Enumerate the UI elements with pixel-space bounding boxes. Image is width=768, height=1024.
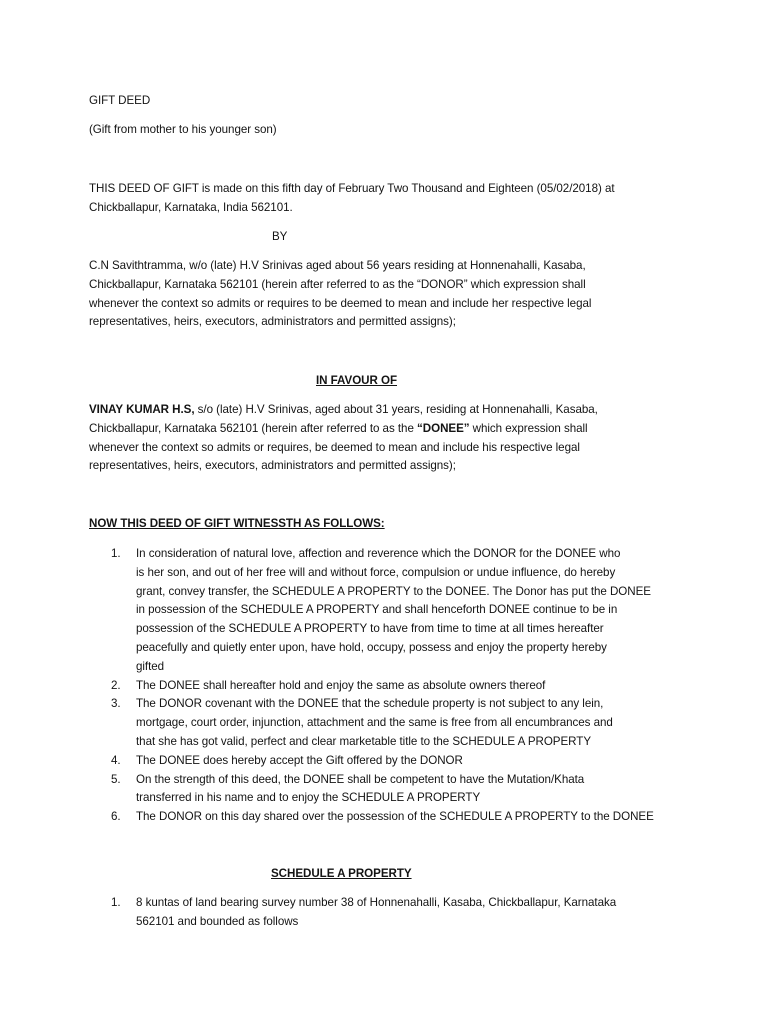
intro-line: THIS DEED OF GIFT is made on this fifth day of February Two Thousand and Eighteen (05/02/2018) at: [89, 182, 615, 195]
donee-term: “DONEE”: [417, 421, 470, 435]
clause-item: [89, 771, 689, 809]
clause-text: [136, 677, 689, 696]
schedule-text: [136, 894, 689, 932]
clause-line: is her son, and out of her free will and without force, compulsion or undue influence, do hereby: [136, 565, 616, 579]
schedule-item: [89, 894, 689, 932]
donee-line: [89, 420, 689, 439]
schedule-line: 562101 and bounded as follows: [136, 914, 299, 928]
donee-name: VINAY KUMAR H.S,: [89, 403, 195, 416]
schedule-number: 1.: [111, 896, 121, 909]
clause-line: In consideration of natural love, affection and reverence which the DONOR for the DONEE who: [136, 547, 621, 560]
clause-line: grant, convey transfer, the SCHEDULE A PROPERTY to the DONEE. The Donor has put the DONEE: [136, 584, 651, 598]
donor-line: C.N Savithtramma, w/o (late) H.V Srinivas aged about 56 years residing at Honnenahalli, Kasaba,: [89, 259, 586, 272]
clause-line: gifted: [136, 659, 165, 673]
clause-line: in possession of the SCHEDULE A PROPERTY and shall henceforth DONEE continue to be in: [136, 603, 618, 617]
clause-item: [89, 752, 689, 771]
clause-number: 3.: [111, 697, 121, 711]
donor-line: representatives, heirs, executors, administrators and permitted assigns);: [89, 315, 456, 329]
clause-number: 4.: [111, 753, 121, 767]
donee-paragraph: [89, 401, 689, 476]
clause-line: mortgage, court order, injunction, attachment and the same is free from all encumbrances and: [136, 716, 613, 730]
document-title: GIFT DEED: [89, 94, 151, 107]
donee-line: representatives, heirs, executors, administrators and permitted assigns);: [89, 459, 456, 473]
clause-line: The DONEE does hereby accept the Gift offered by the DONOR: [136, 753, 463, 767]
clause-line: transferred in his name and to enjoy the SCHEDULE A PROPERTY: [136, 791, 481, 805]
clause-line: possession of the SCHEDULE A PROPERTY to have from time to time at all times hereafter: [136, 622, 604, 636]
clause-text: [136, 545, 689, 677]
donee-line1-text: s/o (late) H.V Srinivas, aged about 31 years, residing at Honnenahalli, Kasaba,: [194, 403, 598, 416]
clause-number: 1.: [111, 547, 121, 560]
clause-line: The DONOR covenant with the DONEE that the schedule property is not subject to any lein,: [136, 697, 604, 711]
clause-item: [89, 695, 689, 751]
document-subtitle: (Gift from mother to his younger son): [89, 123, 277, 136]
clause-number: 2.: [111, 678, 121, 692]
clause-text: [136, 771, 689, 809]
clause-line: On the strength of this deed, the DONEE shall be competent to have the Mutation/Khata: [136, 772, 585, 786]
intro-line: Chickballapur, Karnataka, India 562101.: [89, 200, 293, 214]
in-favour-of-heading: IN FAVOUR OF: [316, 374, 397, 387]
clause-line: The DONEE shall hereafter hold and enjoy the same as absolute owners thereof: [136, 678, 546, 692]
donee-line2-pre: Chickballapur, Karnataka 562101 (herein after referred to as the: [89, 421, 418, 435]
clause-item: [89, 808, 689, 827]
clause-text: [136, 808, 689, 827]
clause-item: [89, 677, 689, 696]
by-heading: BY: [272, 230, 288, 243]
clause-text: [136, 752, 689, 771]
clause-number: 6.: [111, 810, 121, 824]
donee-line: whenever the context so admits or requires, be deemed to mean and include his respective legal: [89, 440, 580, 454]
schedule-line: 8 kuntas of land bearing survey number 38 of Honnenahalli, Kasaba, Chickballapur, Karnataka: [136, 896, 617, 909]
schedule-list: [89, 894, 689, 932]
clause-number: 5.: [111, 772, 121, 786]
schedule-heading: SCHEDULE A PROPERTY: [271, 867, 412, 880]
intro-paragraph: [89, 180, 689, 218]
clause-text: [136, 695, 689, 751]
donor-line: whenever the context so admits or requires to be deemed to mean and include her respective legal: [89, 296, 592, 310]
donor-line: Chickballapur, Karnataka 562101 (herein after referred to as the “DONOR” which expression shall: [89, 277, 586, 291]
donee-line: [89, 401, 689, 420]
clause-line: that she has got valid, perfect and clear marketable title to the SCHEDULE A PROPERTY: [136, 734, 592, 748]
clause-line: peacefully and quietly enter upon, have hold, occupy, possess and enjoy the property hereby: [136, 640, 607, 654]
donee-line2-post: which expression shall: [469, 421, 588, 435]
clause-item: [89, 545, 689, 677]
clause-line: The DONOR on this day shared over the possession of the SCHEDULE A PROPERTY to the DONEE: [136, 810, 654, 824]
clauses-list: [89, 545, 689, 827]
witnesseth-heading: NOW THIS DEED OF GIFT WITNESSTH AS FOLLOWS:: [89, 517, 385, 530]
donor-paragraph: [89, 257, 689, 332]
